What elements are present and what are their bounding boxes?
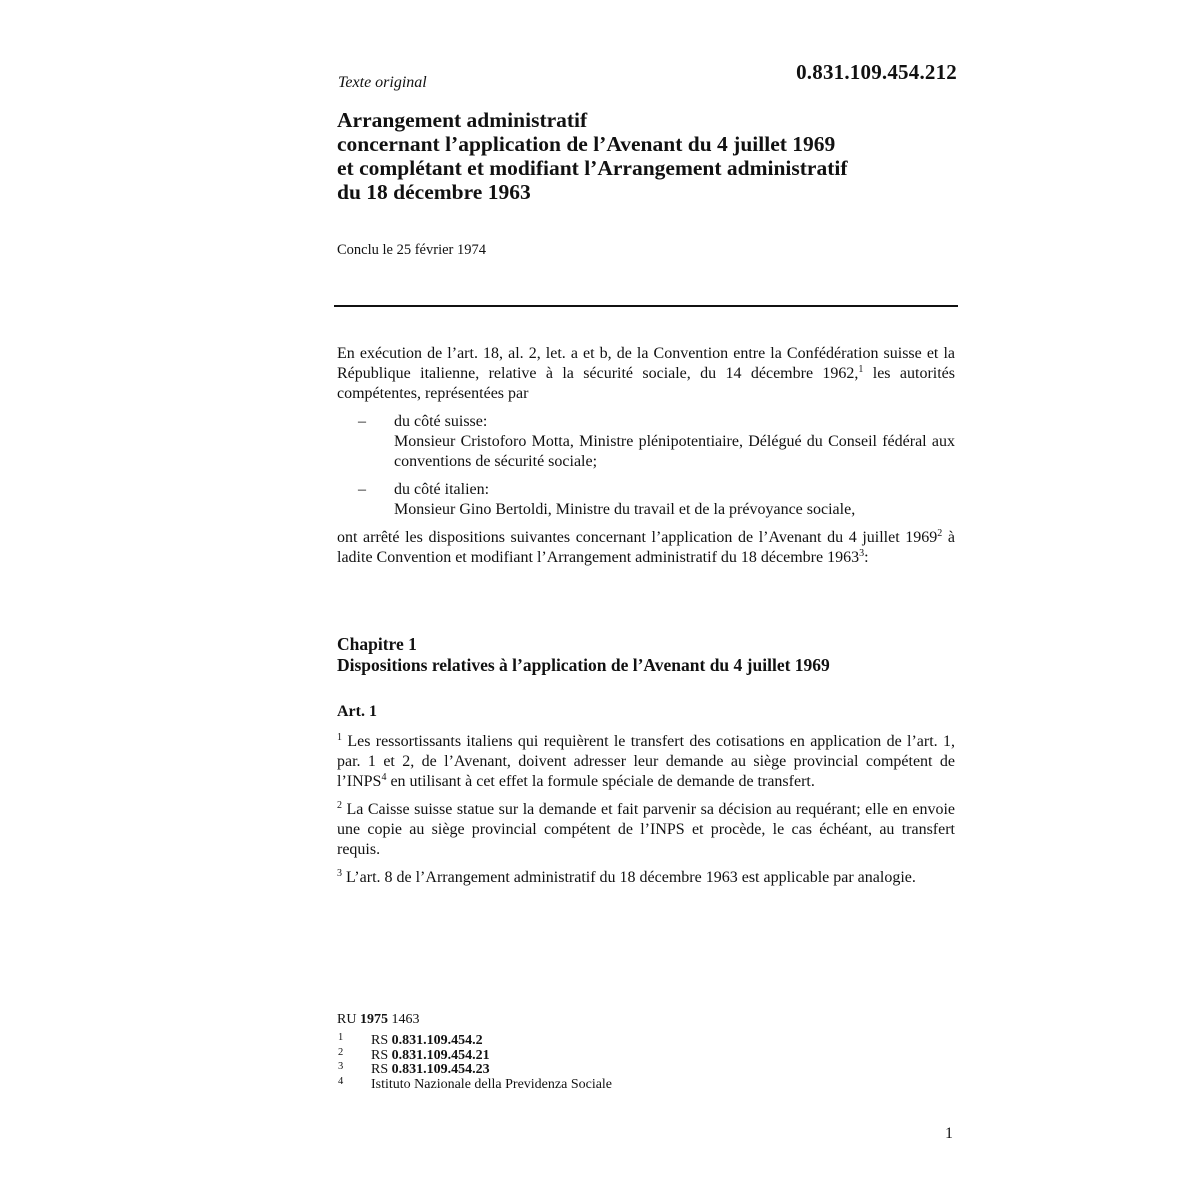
article-body [337,732,955,896]
footnote-item: 2 RS 0.831.109.454.21 [338,1046,490,1063]
list-item-swiss-side [337,412,955,472]
article-paragraph-1: $^1$ Les ressortissants italiens qui requièrent le transfert des cotisations en application de l’art. 1, par. 1 et 2, de l’Avenant, doivent adresser leur demande au siège provincial compétent de l’INPS$^4$ en utilisant à cet effet la formule spéciale de demande de transfert. [337,732,955,790]
chapter-title: Dispositions relatives à l’application de l’Avenant du 4 juillet 1969 [337,655,830,675]
representative: Monsieur Gino Bertoldi, Ministre du travail et de la prévoyance sociale, [394,501,856,518]
footnote-item: 4 Istituto Nazionale della Previdenza Sociale [338,1075,613,1092]
footnote-item: 1 RS 0.831.109.454.2 [338,1032,483,1048]
document-number: 0.831.109.454.212 [796,60,957,84]
preamble-intro: En exécution de l’art. 18, al. 2, let. a et b, de la Convention entre la Confédération suisse et la République italienne, relative à la sécurité sociale, du 14 décembre 1962,$^1$ les autorités compétentes, représentées par [337,345,955,402]
side-label: du côté suisse: [394,413,488,430]
article-paragraph-3: $^3$ L’art. 8 de l’Arrangement administratif du 18 décembre 1963 est applicable par analogie. [337,868,916,886]
list-item-italian-side [337,480,955,520]
dash-bullet: – [358,481,366,498]
footnote-ref: 3 [859,548,865,559]
paragraph-number: 1 [337,732,342,743]
preamble-closing: ont arrêté les dispositions suivantes concernant l’application de l’Avenant du 4 juillet 1969$^2$ à ladite Convention et modifiant l’Arrangement administratif du 18 décembre 1963$^3$: [337,528,955,566]
footnote-ref: 1 [858,364,864,375]
title-line: Arrangement administratif [337,108,588,132]
page-number: 1 [945,1125,953,1142]
title-line: et complétant et modifiant l’Arrangement administratif [337,156,848,180]
preamble [337,344,955,576]
article-heading: Art. 1 [337,703,377,720]
footnote-item: 3 RS 0.831.109.454.23 [338,1061,490,1077]
concluded-date: Conclu le 25 février 1974 [337,242,486,258]
title-line: concernant l’application de l’Avenant du 4 juillet 1969 [337,132,836,156]
footnotes [337,1012,957,1092]
footnote-ref: 4 [381,772,387,783]
representative: Monsieur Cristoforo Motta, Ministre plénipotentiaire, Délégué du Conseil fédéral aux conventions de sécurité sociale; [394,433,955,470]
document-title [337,108,957,204]
separator-rule [334,305,958,307]
original-text-label: Texte original [338,74,427,91]
footnote-ref: 2 [937,528,943,539]
title-line: du 18 décembre 1963 [337,180,531,204]
chapter-label: Chapitre 1 [337,634,417,654]
article-paragraph-2: $^2$ La Caisse suisse statue sur la demande et fait parvenir sa décision au requérant; elle en envoie une copie au siège provincial compétent de l’INPS et procède, le cas échéant, au transfert requis. [337,800,955,858]
side-label: du côté italien: [394,481,490,498]
dash-bullet: – [358,413,366,430]
paragraph-number: 3 [337,868,342,879]
header [337,60,957,100]
paragraph-number: 2 [337,800,342,811]
document-page [337,0,957,1200]
chapter-heading [337,634,957,676]
ru-reference: RU 1975 1463 [337,1012,420,1027]
